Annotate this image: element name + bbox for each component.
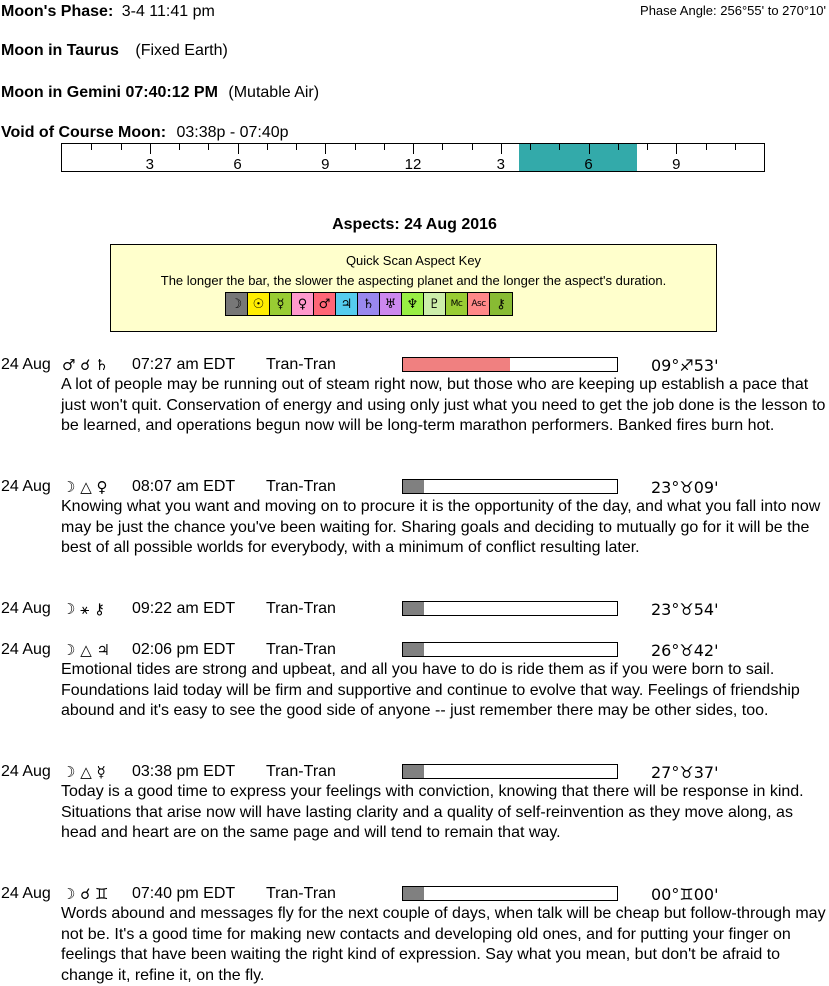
voc-period-bar	[519, 144, 637, 171]
timescale-tick	[91, 144, 92, 150]
jupiter-key-icon: ♃	[336, 293, 358, 315]
void-of-course-line	[1, 124, 289, 142]
moon-sign-2-desc: (Mutable Air)	[228, 84, 320, 101]
aspect-interpretation: Knowing what you want and moving on to procure it is the opportunity of the day, and what you fall into now may be just the chance you've been waiting for. Sharing goals and deciding to mutually go for it will be the best of all possible worlds for everybody, with a minimum of conflict resulting later.	[61, 498, 821, 556]
timescale-tick	[501, 144, 502, 154]
moon-sign-2: Moon in Gemini 07:40:12 PM	[1, 84, 218, 101]
aspect-symbol: ☽ △ ♀	[62, 478, 108, 496]
mercury-key-icon: ☿	[270, 293, 292, 315]
uranus-key-icon: ♅	[380, 293, 402, 315]
ascendant-key-icon: Asc	[468, 293, 490, 315]
aspect-time: 03:38 pm EDT	[132, 763, 236, 780]
timescale-tick	[179, 144, 180, 150]
aspect-duration-bar	[402, 479, 618, 494]
timescale-tick	[355, 144, 356, 150]
timescale-tick	[618, 144, 619, 150]
aspect-interpretation: A lot of people may be running out of steam right now, but those who are keeping up establish a pace that just won't quit. Conservation of energy and using only just what you need to get the job done is the lesson to be learned, and operations begun now will be long-term marathon performers. Banked fires burn hot.	[61, 376, 826, 434]
aspect-symbol: ☽ ⚹ ⚷	[62, 600, 105, 618]
aspect-position: 23°♉54'	[651, 600, 719, 619]
chiron-key-icon: ⚷	[490, 293, 512, 315]
timescale-tick	[530, 144, 531, 150]
moon-sign-1-desc: (Fixed Earth)	[135, 42, 228, 59]
aspect-interpretation: Words abound and messages fly for the next couple of days, when talk will be cheap but follow-through may not be. It's a good time for making new contacts and developing old ones, and for putting your finger on feelings that have been waiting the right kind of expression. Say what you mean, but don't be afraid to change it, refine it, on the fly.	[61, 905, 826, 984]
aspect-duration-bar	[402, 601, 618, 616]
aspect-symbol: ☽ △ ♃	[62, 641, 110, 659]
aspect-type: Tran-Tran	[266, 356, 336, 373]
pluto-key-icon: ♇	[424, 293, 446, 315]
timescale-tick	[413, 144, 414, 154]
timescale-label: 9	[672, 156, 681, 173]
aspect-time: 07:27 am EDT	[132, 356, 236, 373]
timescale-tick	[384, 144, 385, 150]
aspect-position: 00°♊00'	[651, 885, 719, 904]
aspect-duration-fill	[403, 602, 424, 615]
aspect-time: 07:40 pm EDT	[132, 885, 236, 902]
timescale-label: 3	[145, 156, 154, 173]
timescale-tick	[267, 144, 268, 150]
moon-phase-label: Moon's Phase:	[1, 3, 114, 20]
aspect-type: Tran-Tran	[266, 600, 336, 617]
aspect-key-description: The longer the bar, the slower the aspecting planet and the longer the aspect's duration.	[160, 273, 667, 288]
aspect-position: 26°♉42'	[651, 641, 719, 660]
aspect-duration-bar	[402, 357, 618, 372]
aspect-date: 24 Aug	[1, 600, 51, 617]
timescale-tick	[735, 144, 736, 150]
aspect-key-glyphs	[225, 292, 513, 316]
timescale-tick	[296, 144, 297, 150]
aspect-interpretation: Emotional tides are strong and upbeat, and all you have to do is ride them as if you were born to sail. Foundations laid today will be firm and supportive and continue to evolve that way. Feelings of friendship abound and it's easy to see the good side of anyone -- just remember there may be other sides, too.	[61, 661, 800, 719]
aspect-symbol: ☽ ☌ ♊	[62, 885, 109, 903]
moon-sign-1-line	[1, 42, 228, 60]
aspect-duration-fill	[403, 887, 424, 900]
timescale-tick	[121, 144, 122, 150]
aspect-date: 24 Aug	[1, 885, 51, 902]
aspect-duration-bar	[402, 764, 618, 779]
voc-label: Void of Course Moon:	[1, 124, 167, 141]
timescale-label: 9	[321, 156, 330, 173]
aspect-position: 09°♐53'	[651, 356, 719, 375]
timescale-tick	[442, 144, 443, 150]
neptune-key-icon: ♆	[402, 293, 424, 315]
timescale-label: 6	[233, 156, 242, 173]
midheaven-key-icon: Mc	[446, 293, 468, 315]
aspect-duration-fill	[403, 358, 510, 371]
aspect-duration-fill	[403, 643, 424, 656]
timescale-tick	[647, 144, 648, 150]
aspect-duration-fill	[403, 480, 424, 493]
aspect-type: Tran-Tran	[266, 885, 336, 902]
timescale-label: 3	[496, 156, 505, 173]
timescale-tick	[676, 144, 677, 154]
voc-value: 03:38p - 07:40p	[176, 124, 289, 141]
timescale-tick	[208, 144, 209, 150]
moon-sign-1: Moon in Taurus	[1, 42, 119, 59]
moon-sign-2-line	[1, 84, 319, 102]
aspect-type: Tran-Tran	[266, 763, 336, 780]
aspect-duration-fill	[403, 765, 424, 778]
moon-phase-line	[1, 3, 215, 21]
aspect-date: 24 Aug	[1, 356, 51, 373]
sun-key-icon: ☉	[248, 293, 270, 315]
aspect-time: 08:07 am EDT	[132, 478, 236, 495]
timescale-label: 12	[404, 156, 422, 173]
aspect-time: 09:22 am EDT	[132, 600, 236, 617]
aspect-symbol: ☽ △ ☿	[62, 763, 106, 781]
aspect-interpretation: Today is a good time to express your feelings with conviction, knowing that there will be response in kind. Situations that arise now will have lasting clarity and a quality of self-reinvention as they move along, as head and heart are on the same page and will tend to remain that way.	[61, 783, 804, 841]
aspect-date: 24 Aug	[1, 763, 51, 780]
void-of-course-timescale	[61, 143, 765, 172]
aspect-time: 02:06 pm EDT	[132, 641, 236, 658]
aspect-date: 24 Aug	[1, 641, 51, 658]
aspect-date: 24 Aug	[1, 478, 51, 495]
timescale-tick	[706, 144, 707, 150]
timescale-tick	[472, 144, 473, 150]
mars-key-icon: ♂	[314, 293, 336, 315]
venus-key-icon: ♀	[292, 293, 314, 315]
aspect-duration-bar	[402, 642, 618, 657]
aspect-position: 27°♉37'	[651, 763, 719, 782]
phase-angle: Phase Angle: 256°55' to 270°10'	[640, 3, 826, 18]
aspect-key-box	[110, 244, 717, 332]
aspect-key-title: Quick Scan Aspect Key	[345, 253, 482, 268]
aspect-type: Tran-Tran	[266, 641, 336, 658]
moon-phase-value: 3-4 11:41 pm	[121, 3, 215, 20]
timescale-tick	[559, 144, 560, 150]
timescale-tick	[238, 144, 239, 154]
aspect-position: 23°♉09'	[651, 478, 719, 497]
saturn-key-icon: ♄	[358, 293, 380, 315]
aspect-duration-bar	[402, 886, 618, 901]
timescale-tick	[589, 144, 590, 154]
aspect-type: Tran-Tran	[266, 478, 336, 495]
timescale-tick	[150, 144, 151, 154]
aspects-title: Aspects: 24 Aug 2016	[332, 216, 497, 233]
aspect-symbol: ♂ ☌ ♄	[62, 356, 109, 374]
moon-key-icon: ☽	[226, 293, 248, 315]
timescale-tick	[325, 144, 326, 154]
timescale-label: 6	[584, 156, 593, 173]
